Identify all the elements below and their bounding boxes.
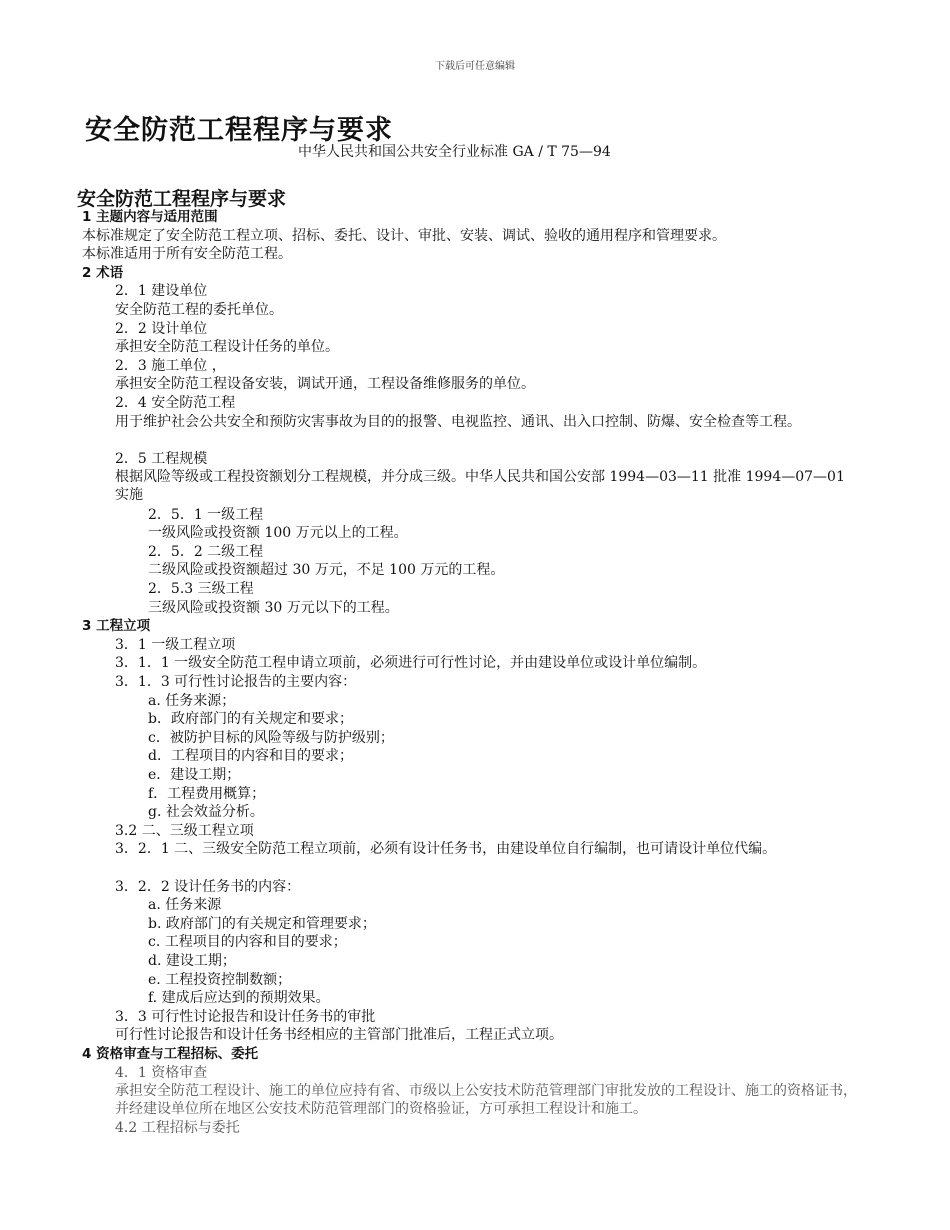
- body-line: 承担安全防范工程设计任务的单位。: [115, 339, 339, 356]
- body-line: 2．5 工程规模: [115, 450, 208, 467]
- body-line: 2．4 安全防范工程: [115, 395, 236, 411]
- body-line: 三级风险或投资额 30 万元以下的工程。: [148, 599, 399, 616]
- body-line: 承担安全防范工程设计、施工的单位应持有省、市级以上公安技术防范管理部门审批发放的工程设计、施工的资格证书，并经建设单位所在地区公安技术防范管理部门的资格验证，方可承担工程设计和施工。: [115, 1083, 857, 1118]
- body-line: 3．1．1 一级安全防范工程申请立项前，必须进行可行性讨论，并由建设单位或设计单位编制。: [115, 655, 707, 672]
- body-line: 3．3 可行性讨论报告和设计任务书的审批: [115, 1008, 376, 1025]
- body-line: d. 建设工期；: [148, 953, 236, 969]
- body-line: 2．3 施工单位 ，: [115, 357, 226, 374]
- body-line: f. 建成后应达到的预期效果。: [148, 990, 330, 1007]
- body-line: c．被防护目标的风险等级与防护级别；: [148, 729, 394, 746]
- main-title: 安全防范工程程序与要求: [85, 115, 393, 146]
- body-line: f．工程费用概算；: [148, 785, 266, 802]
- body-line: 3.2 二、三级工程立项: [115, 822, 254, 839]
- section-heading: 4 资格审查与工程招标、委托: [82, 1046, 259, 1062]
- body-line: e. 工程投资控制数额；: [148, 971, 292, 988]
- body-line: 本标准规定了安全防范工程立项、招标、委托、设计、审批、安装、调试、验收的通用程序和管理要求。: [82, 227, 726, 244]
- body-line: 本标准适用于所有安全防范工程。: [82, 246, 292, 263]
- body-line: 可行性讨论报告和设计任务书经相应的主管部门批准后，工程正式立项。: [115, 1027, 563, 1044]
- body-line: 3．1．3 可行性讨论报告的主要内容：: [115, 674, 357, 690]
- body-line: 一级风险或投资额 100 万元以上的工程。: [148, 525, 408, 542]
- body-line: 承担安全防范工程设备安装，调试开通，工程设备维修服务的单位。: [115, 376, 535, 393]
- body-line: b. 政府部门的有关规定和管理要求；: [148, 915, 376, 932]
- body-line: 二级风险或投资额超过 30 万元，不足 100 万元的工程。: [148, 562, 505, 579]
- body-line: 3．2．2 设计任务书的内容：: [115, 878, 301, 895]
- body-line: 安全防范工程的委托单位。: [115, 302, 283, 318]
- section-heading: 3 工程立项: [82, 618, 151, 635]
- section-title: 安全防范工程程序与要求: [77, 188, 287, 210]
- body-line: 2．2 设计单位: [115, 320, 208, 337]
- body-line: a. 任务来源: [148, 897, 222, 914]
- body-line: g. 社会效益分析。: [148, 804, 264, 821]
- body-line: e．建设工期；: [148, 767, 241, 783]
- standard-subtitle: 中华人民共和国公共安全行业标准 GA / T 75—94: [298, 144, 611, 160]
- body-line: 用于维护社会公共安全和预防灾害事故为目的的报警、电视监控、通讯、出入口控制、防爆、安全检查等工程。: [115, 413, 801, 430]
- body-line: 2．5．1 一级工程: [148, 506, 264, 523]
- section-heading: 1 主题内容与适用范围: [82, 209, 218, 225]
- header-note: 下载后可任意编辑: [435, 61, 515, 72]
- body-line: 2．5．2 二级工程: [148, 543, 264, 560]
- section-heading: 2 术语: [82, 264, 124, 281]
- body-line: 3．2．1 二、三级安全防范工程立项前，必须有设计任务书，由建设单位自行编制，也可请设计单位代编。: [115, 841, 777, 858]
- body-line: a. 任务来源；: [148, 692, 236, 709]
- body-line: 3．1 一级工程立项: [115, 636, 236, 653]
- body-line: 2．1 建设单位: [115, 283, 208, 300]
- body-line: 4．1 资格审查: [115, 1064, 208, 1081]
- body-line: c. 工程项目的内容和目的要求；: [148, 934, 347, 951]
- body-line: 根据风险等级或工程投资额划分工程规模，并分成三级。中华人民共和国公安部 1994—03—11 批准 1994—07—01 实施: [115, 469, 845, 504]
- body-line: d．工程项目的内容和目的要求；: [148, 748, 353, 765]
- body-line: b．政府部门的有关规定和要求；: [148, 711, 353, 728]
- body-line: 2．5.3 三级工程: [148, 581, 254, 597]
- body-line: 4.2 工程招标与委托: [115, 1120, 240, 1137]
